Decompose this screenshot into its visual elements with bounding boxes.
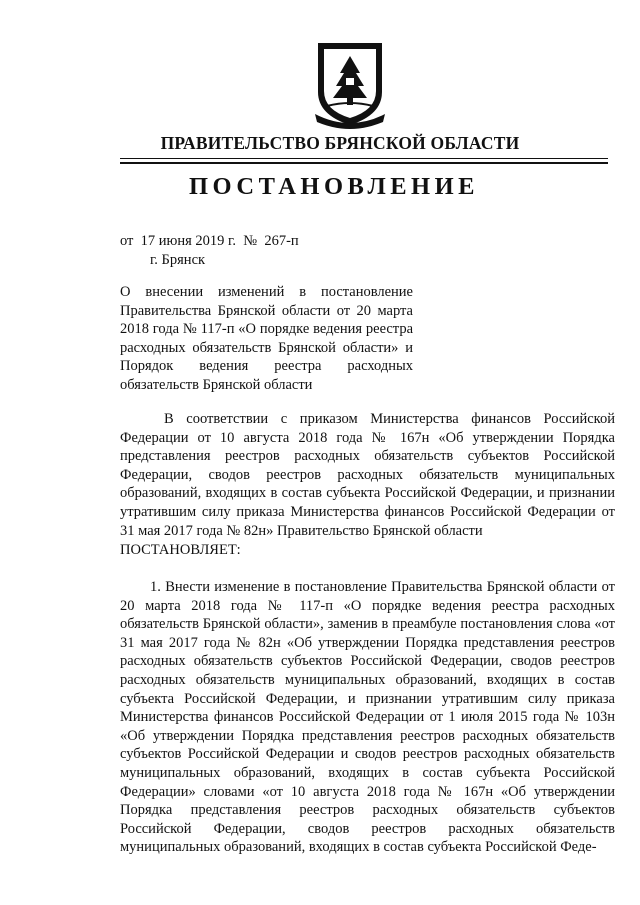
document-type: ПОСТАНОВЛЕНИЕ [189,173,479,200]
coat-of-arms-icon [313,40,387,132]
city: г. Брянск [150,252,206,268]
organization-title: ПРАВИТЕЛЬСТВО БРЯНСКОЙ ОБЛАСТИ [160,133,520,153]
document-subject: О внесении изменений в постановление Правительства Брянской области от 20 марта 2018 года № 117-п «О порядке ведения реестра расходных обязательств Брянской области» и Порядок ведения реестра расходных обязательств Брянской области [120,284,413,393]
preamble-paragraph: В соответствии с приказом Министерства финансов Российской Федерации от 10 августа 2018 года № 167н «Об утверждении Порядка представления реестров расходных обязательств субъектов Российской Федерации, сводов реестров расходных обязательств муниципальных образований, входящих в состав субъекта Российской Федерации, и признании утратившим силу приказа Министерства финансов Российской Федерации от 31 мая 2017 года № 82н» Правительство Брянской области [120,411,615,539]
item-1-paragraph: 1. Внести изменение в постановление Правительства Брянской области от 20 марта 2018 года № 117-п «О порядке ведения реестра расходных обязательств Брянской области», заменив в преамбуле постановления слова «от 31 мая 2017 года № 82н «Об утверждении Порядка представления реестров расходных обязательств субъектов Российской Федерации, сводов реестров расходных обязательств муниципальных образований, входящих в состав субъекта Российской Федерации, и признании утратившим силу приказа Министерства финансов Российской Федерации от 1 июля 2015 года № 103н «Об утверждении Порядка представления реестров расходных обязательств субъектов Российской Федерации и сводов реестров расходных обязательств муниципальных образований, входящих в состав субъекта Российской Федерации» словами «от 10 августа 2018 года № 167н «Об утверждении Порядка представления реестров расходных обязательств субъектов Российской Федерации, сводов реестров расходных обязательств муниципальных образований, входящих в состав субъекта Российской Феде- [120,579,615,856]
date-number-line: от 17 июня 2019 г. № 267-п [120,233,299,249]
document-meta [120,232,299,270]
header-rule-thick [120,162,608,164]
decree-word: ПОСТАНОВЛЯЕТ: [120,542,241,558]
header-rule-thin [120,158,608,159]
